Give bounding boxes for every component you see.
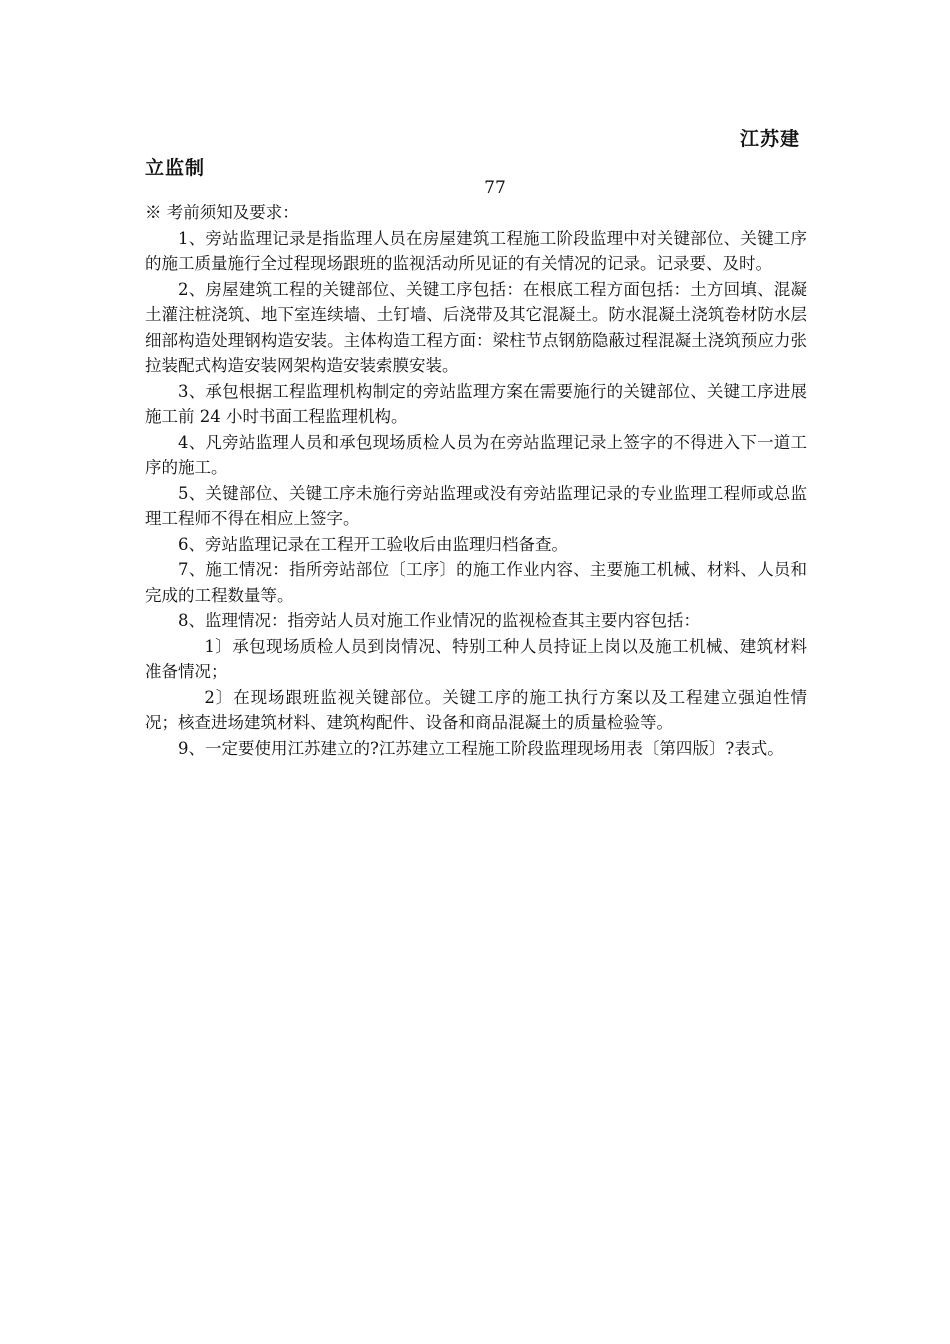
notice-item-3: 3、承包根据工程监理机构制定的旁站监理方案在需要施行的关键部位、关键工序进展施工前 24 小时书面工程监理机构。: [145, 381, 807, 426]
notice-item-9: 9、一定要使用江苏建立的?江苏建立工程施工阶段监理现场用表〔第四版〕?表式。: [178, 738, 784, 758]
notice-title: ※ 考前须知及要求：: [145, 203, 299, 222]
page-number: 77: [484, 178, 506, 198]
notice-item-8: 8、监理情况：指旁站人员对施工作业情况的监视检查其主要内容包括：: [178, 611, 700, 630]
notice-item-8-sub-1: 1〕承包现场质检人员到岗情况、特别工种人员持证上岗以及施工机械、建筑材料准备情况；: [145, 636, 807, 681]
notice-item-1: 1、旁站监理记录是指监理人员在房屋建筑工程施工阶段监理中对关键部位、关键工序的施工质量施行全过程现场跟班的监视活动所见证的有关情况的记录。记录要、及时。: [145, 228, 807, 273]
header-organization-part-2: 立监制: [145, 157, 206, 179]
notice-body: [145, 200, 807, 761]
notice-item-7: 7、施工情况：指所旁站部位〔工序〕的施工作业内容、主要施工机械、材料、人员和完成的工程数量等。: [145, 560, 807, 605]
notice-item-5: 5、关键部位、关键工序未施行旁站监理或没有旁站监理记录的专业监理工程师或总监理工程师不得在相应上签字。: [145, 483, 807, 528]
notice-item-2: 2、房屋建筑工程的关键部位、关键工序包括：在根底工程方面包括：土方回填、混凝土灌注桩浇筑、地下室连续墙、土钉墙、后浇带及其它混凝土。防水混凝土浇筑卷材防水层细部构造处理钢构造安装。主体构造工程方面：梁柱节点钢筋隐蔽过程混凝土浇筑预应力张拉装配式构造安装网架构造安装索膜安装。: [145, 279, 807, 375]
notice-item-6: 6、旁站监理记录在工程开工验收后由监理归档备查。: [178, 534, 568, 554]
notice-item-8-sub-2: 2〕在现场跟班监视关键部位。关键工序的施工执行方案以及工程建立强迫性情况；核查进场建筑材料、建筑构配件、设备和商品混凝土的质量检验等。: [145, 687, 807, 732]
header-organization-part-1: 江苏建: [739, 128, 800, 150]
notice-item-4: 4、凡旁站监理人员和承包现场质检人员为在旁站监理记录上签字的不得进入下一道工序的施工。: [145, 432, 807, 477]
